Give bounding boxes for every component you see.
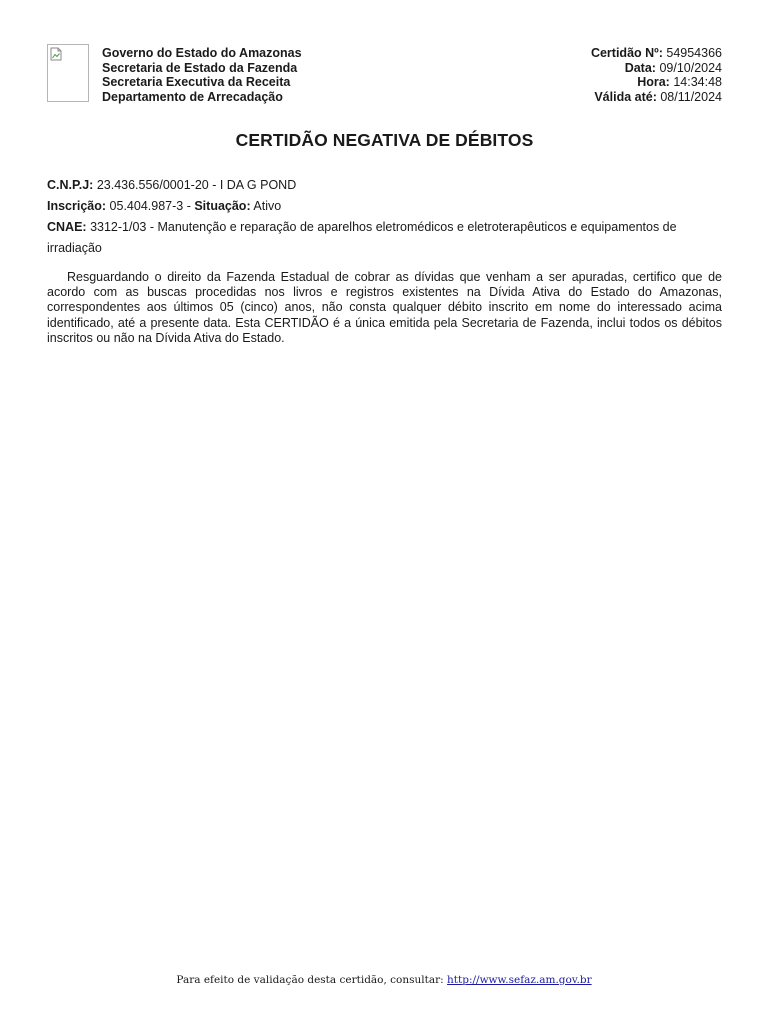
inscricao-value: 05.404.987-3 - [109, 199, 191, 213]
footer-text: Para efeito de validação desta certidão, consultar: [176, 974, 444, 986]
certificate-number-value: 54954366 [666, 46, 722, 60]
issuer-line: Governo do Estado do Amazonas [102, 46, 302, 60]
validation-link[interactable]: http://www.sefaz.am.gov.br [447, 974, 592, 986]
cnpj-value: 23.436.556/0001-20 - I DA G POND [96, 178, 297, 192]
certificate-time-value: 14:34:48 [673, 75, 722, 89]
certificate-validity [591, 90, 722, 105]
cnpj-row [47, 175, 722, 196]
broken-image-icon [50, 47, 62, 61]
document-title: CERTIDÃO NEGATIVA DE DÉBITOS [235, 130, 534, 150]
cnae-row [47, 217, 722, 259]
issuer-line: Secretaria Executiva da Receita [102, 75, 291, 89]
certificate-time [591, 75, 722, 90]
certificate-page [47, 44, 722, 359]
taxpayer-fields [47, 175, 722, 259]
inscricao-label: Inscrição: [47, 199, 107, 213]
certificate-validity-value: 08/11/2024 [660, 89, 722, 104]
validation-footer [0, 974, 768, 986]
certificate-validity-label: Válida até: [594, 89, 657, 104]
certificate-number-label: Certidão Nº: [590, 46, 663, 60]
certificate-date-value: 09/10/2024 [659, 60, 722, 75]
cnae-label: CNAE: [47, 220, 87, 234]
issuer-block [102, 46, 591, 104]
situacao-label: Situação: [194, 199, 251, 213]
issuer-line: Departamento de Arrecadação [102, 89, 283, 104]
certification-paragraph: Resguardando o direito da Fazenda Estadual de cobrar as dívidas que venham a ser apuradas, certifico que de acordo com as buscas procedidas nos livros e registros existentes na Dívida Ativa do Estado do Amazonas, correspondentes aos últimos 05 (cinco) anos, não consta qualquer débito inscrito em nome do interessado acima identificado, até a presente data. Esta CERTIDÃO é a única emitida pela Secretaria de Fazenda, inclui todos os débitos inscritos ou não na Dívida Ativa do Estado. [47, 270, 722, 345]
situacao-value: Ativo [253, 199, 282, 213]
certificate-date [591, 61, 722, 76]
inscricao-row [47, 196, 722, 217]
cnae-value: 3312-1/03 - Manutenção e reparação de aparelhos eletromédicos e eletroterapêuticos e equipamentos de irradiação [47, 220, 677, 255]
certificate-number [591, 46, 722, 61]
certificate-info [591, 46, 722, 104]
issuer-line: Secretaria de Estado da Fazenda [102, 60, 298, 75]
certificate-time-label: Hora: [637, 75, 670, 89]
document-header [47, 44, 722, 106]
logo-placeholder [47, 44, 89, 102]
certificate-date-label: Data: [624, 60, 656, 75]
cnpj-label: C.N.P.J: [47, 178, 94, 192]
